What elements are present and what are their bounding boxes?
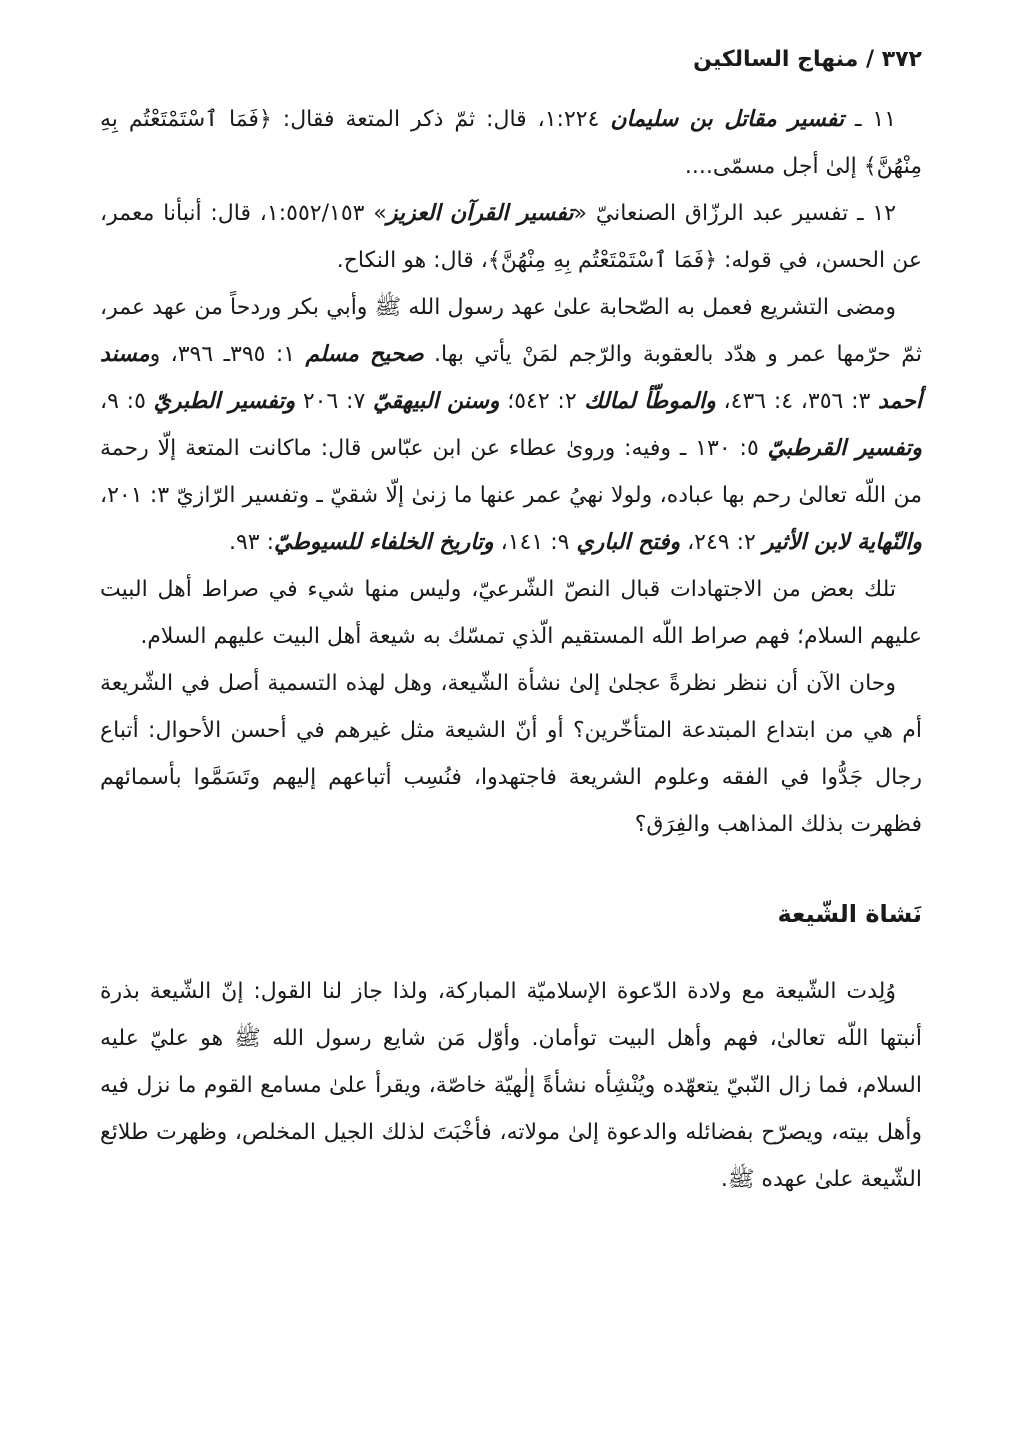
source-title: وفتح الباري <box>576 530 681 555</box>
text-run: ٥: ٩، <box>100 389 154 414</box>
source-title: وتاريخ الخلفاء للسيوطيّ <box>274 530 494 555</box>
source-title: تفسير مقاتل بن سليمان <box>610 107 845 132</box>
text-run: ١: ٣٩٥ـ ٣٩٦، و <box>149 342 306 367</box>
source-title: وتفسير القرطبيّ <box>767 436 922 461</box>
text-run: ٧: ٢٠٦ <box>295 389 373 414</box>
footnote-number: ١٢ ـ <box>848 201 897 226</box>
text-run: ٩: ١٤١، <box>493 530 577 555</box>
footnote-continuation <box>100 284 922 566</box>
footnote-text: تفسير عبد الرزّاق الصنعانيّ « <box>573 201 849 226</box>
section-heading: نَشاة الشّيعة <box>777 900 922 928</box>
source-title: والموطّأ لمالك <box>584 389 716 414</box>
footnote-11 <box>100 96 922 190</box>
body-paragraph: تلك بعض من الاجتهادات قبال النصّ الشّرعيّ، وليس منها شيء في صراط أهل البيت عليهم السلام؛ فهم صراط اللّه المستقيم الّذي تمسّك به شيعة أهل البيت عليهم السلام. <box>100 577 922 649</box>
section-paragraph: وُلِدت الشّيعة مع ولادة الدّعوة الإسلاميّة المباركة، ولذا جاز لنا القول: إنّ الشّيعة بذرة أنبتها اللّه تعالىٰ، فهم وأهل البيت توأمان. وأوّل مَن شايع رسول الله ﷺ هو عليّ عليه السلام، فما زال النّبيّ يتعهّده ويُنْشِأه نشأةً إلٰهيّة خاصّة، ويقرأ علىٰ مسامع القوم ما نزل فيه وأهل بيته، ويصرّح بفضائله والدعوة إلىٰ مولاته، فأخْبَتَ لذلك الجيل المخلص، وظهرت طلائع الشّيعة علىٰ عهده ﷺ. <box>100 979 922 1192</box>
text-run: ٢: ٥٤٢؛ <box>499 389 585 414</box>
body-paragraph: وحان الآن أن ننظر نظرةً عجلىٰ إلىٰ نشأة الشّيعة، وهل لهذه التسمية أصل في الشّريعة أم هي من ابتداع المبتدعة المتأخّرين؟ أو أنّ الشيعة مثل غيرهم في أحسن الأحوال: أتباع رجال جَدُّوا في الفقه وعلوم الشريعة فاجتهدوا، فنُسِب أتباعهم إليهم وتَسَمَّوا بأسمائهم فظهرت بذلك المذاهب والفِرَق؟ <box>100 671 922 837</box>
text-run: ومضى التشريع فعمل به الصّحابة علىٰ عهد رسول الله ﷺ وأبي بكر وردحاً من عهد عمر، ثمّ حرّمها عمر و هدّد بالعقوبة والرّجم لمَنْ يأتي بها. <box>100 295 923 367</box>
text-run: ٥: ١٣٠ ـ وفيه: وروىٰ عطاء عن ابن عبّاس قال: ماكانت المتعة إلّا رحمة من اللّه تعالىٰ رحم بها عباده، ولولا نهيُ عمر عنها ما زنىٰ إلّا شقيّ ـ وتفسير الرّازيّ ٣: ٢٠١، <box>100 436 923 508</box>
footnote-text: » ١:٥٥٢/١٥٣، قال: أنبأنا معمر، عن الحسن، في قوله: ﴿فَمَا ٱسْتَمْتَعْتُم بِهِ مِنْهُنَّ﴾، قال: هو النكاح. <box>100 201 922 273</box>
text-run: ٢: ٢٤٩، <box>680 530 763 555</box>
footnote-text: ١:٢٢٤، قال: ثمّ ذكر المتعة فقال: ﴿فَمَا ٱسْتَمْتَعْتُم بِهِ مِنْهُنَّ﴾ إلىٰ أجل مسمّى.... <box>100 107 922 179</box>
footnote-number: ١١ ـ <box>844 107 897 132</box>
text-run: ٣: ٣٥٦، ٤: ٤٣٦، <box>715 389 879 414</box>
footnote-12 <box>100 190 922 284</box>
running-header: ٣٧٢ / منهاج السالكين <box>693 47 922 72</box>
source-title: مسند أحمد <box>100 342 923 414</box>
text-run: : ٩٣. <box>228 530 274 555</box>
source-title: وتفسير الطبريّ <box>153 389 296 414</box>
source-title: وسنن البيهقيّ <box>372 389 500 414</box>
source-title: والنّهاية لابن الأثير <box>762 530 922 555</box>
source-title: صحيح مسلم <box>305 342 424 367</box>
book-page <box>100 40 922 1203</box>
source-title: تفسير القرآن العزيز <box>386 201 574 226</box>
